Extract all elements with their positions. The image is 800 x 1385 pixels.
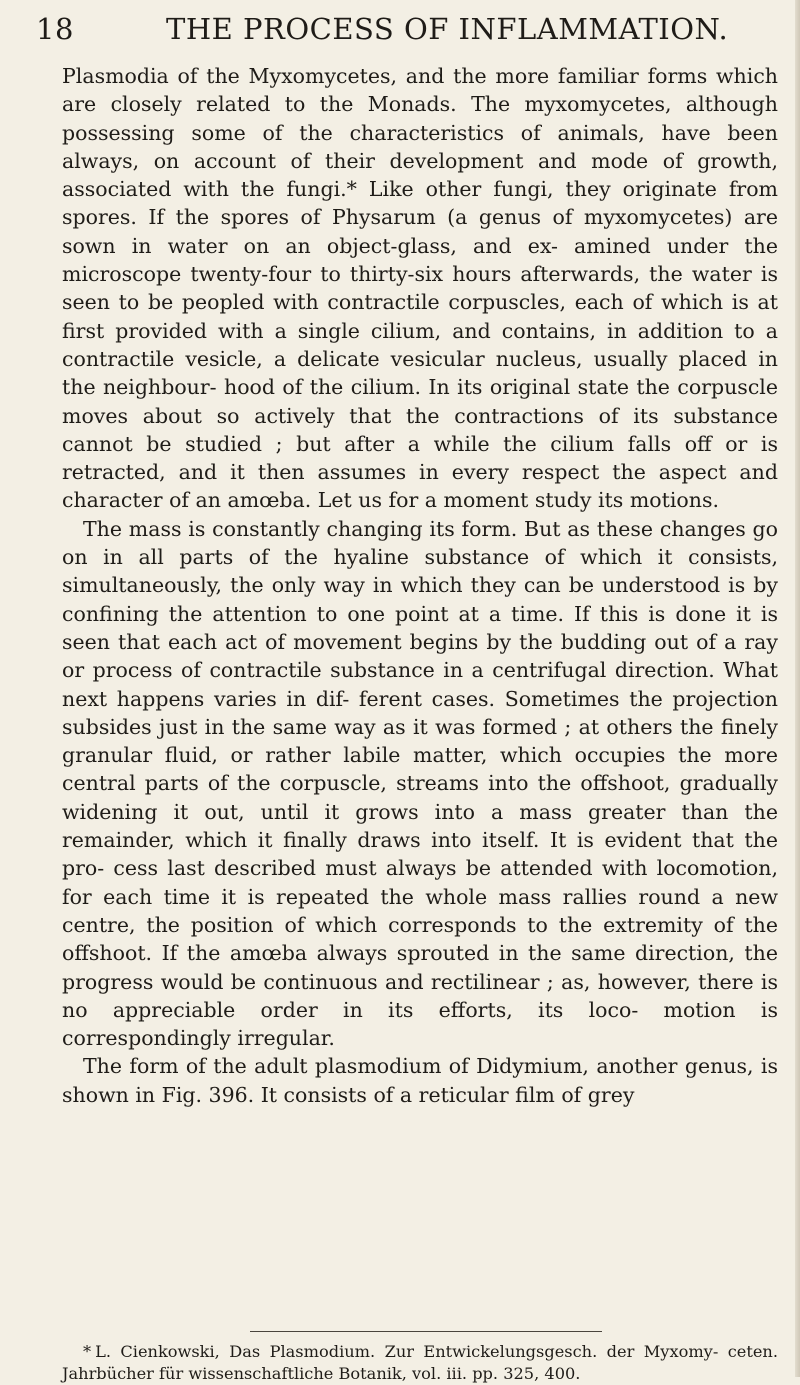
running-header [36,12,770,52]
footnote-rule [250,1331,602,1332]
page-edge [795,0,800,1377]
body-text [62,62,778,1109]
running-title: THE PROCESS OF INFLAMMATION. [166,12,729,46]
footnote-text: L. Cienkowski, Das Plasmodium. Zur Entwickelungsgesch. der Myxomy- ceten. Jahrbücher für wissenschaftliche Botanik, vol. iii. pp. 325, 400. [62,1342,778,1383]
footnote-marker: * [83,1342,92,1361]
paragraph: The form of the adult plasmodium of Didymium, another genus, is shown in Fig. 396. It consists of a reticular film of grey [62,1054,778,1107]
paragraph: Plasmodia of the Myxomycetes, and the more familiar forms which are closely related to the Monads. The myxomycetes, although possessing some of the characteristics of animals, have been always, on account of their development and mode of growth, associated with the fungi.* Like other fungi, they originate from spores. If the spores of Physarum (a genus of myxomycetes) are sown in water on an object-glass, and ex- amined under the microscope twenty-four to thirty-six hours afterwards, the water is seen to be peopled with contractile corpuscles, each of which is at first provided with a single cilium, and contains, in addition to a contractile vesicle, a delicate vesicular nucleus, usually placed in the neighbour- hood of the cilium. In its original state the corpuscle moves about so actively that the contractions of its substance cannot be studied ; but after a while the cilium falls off or is retracted, and it then assumes in every respect the aspect and character of an amœba. Let us for a moment study its motions. [62,64,778,513]
paragraph: The mass is constantly changing its form. But as these changes go on in all parts of the hyaline substance of which it consists, simultaneously, the only way in which they can be understood is by confining the attention to one point at a time. If this is done it is seen that each act of movement begins by the budding out of a ray or process of contractile substance in a centrifugal direction. What next happens varies in dif- ferent cases. Sometimes the projection subsides just in the same way as it was formed ; at others the finely granular fluid, or rather labile matter, which occupies the more central parts of the corpuscle, streams into the offshoot, gradually widening it out, until it grows into a mass greater than the remainder, which it finally draws into itself. It is evident that the pro- cess last described must always be attended with locomotion, for each time it is repeated the whole mass rallies round a new centre, the position of which corresponds to the extremity of the offshoot. If the amœba always sprouted in the same direction, the progress would be continuous and rectilinear ; as, however, there is no appreciable order in its efforts, its loco- motion is correspondingly irregular. [62,516,778,1051]
page-number: 18 [36,12,74,46]
footnote [62,1341,778,1385]
